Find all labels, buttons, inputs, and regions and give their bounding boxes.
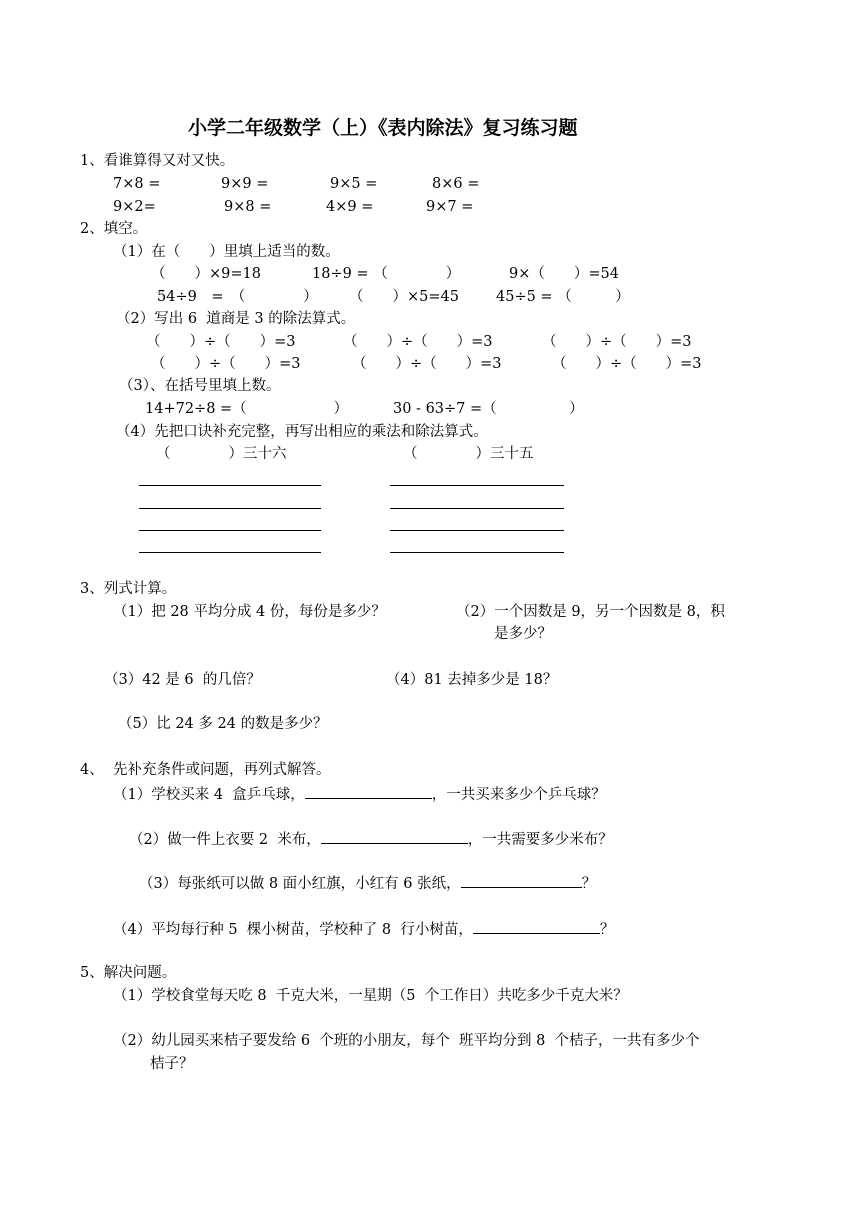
fill-part-1-label: （1）在（ ）里填上适当的数。 bbox=[113, 244, 340, 260]
question-text: ？ bbox=[581, 876, 597, 892]
division-item: （ ）÷（ ）=3 bbox=[352, 356, 502, 372]
question-text: 桔子？ bbox=[150, 1056, 194, 1072]
section-1-heading: 1、看谁算得又对又快。 bbox=[80, 153, 235, 169]
calc-item: 9×9 = bbox=[221, 176, 269, 192]
fill-part-4-label: （4）先把口诀补充完整，再写出相应的乘法和除法算式。 bbox=[116, 424, 488, 440]
division-item: （ ）÷（ ）=3 bbox=[146, 334, 296, 350]
rhyme-item: （ ）三十六 bbox=[156, 446, 287, 462]
question-text: （2）做一件上衣要 2 米布， bbox=[129, 832, 321, 848]
question-text: （4）平均每行种 5 棵小树苗，学校种了 8 行小树苗， bbox=[113, 922, 473, 938]
fill-item: 45÷5 = （ ） bbox=[496, 289, 630, 305]
fill-part-2-label: （2）写出 6 道商是 3 的除法算式。 bbox=[116, 311, 356, 327]
division-item: （ ）÷（ ）=3 bbox=[151, 356, 301, 372]
question-text: （2）一个因数是 9，另一个因数是 8，积 bbox=[456, 604, 725, 620]
answer-line bbox=[390, 552, 564, 553]
answer-line bbox=[139, 485, 321, 486]
question-row bbox=[113, 784, 606, 804]
question-text: （5）比 24 多 24 的数是多少？ bbox=[118, 716, 328, 732]
section-3-heading: 3、列式计算。 bbox=[80, 581, 177, 597]
bracket-item: 30 - 63÷7 =（ ） bbox=[393, 401, 584, 417]
question-text: （3）42 是 6 的几倍？ bbox=[104, 672, 261, 688]
fill-item: 9×（ ）=54 bbox=[509, 266, 619, 282]
answer-line bbox=[390, 485, 564, 486]
calc-item: 9×7 = bbox=[426, 199, 474, 215]
answer-blank[interactable] bbox=[305, 784, 432, 799]
fill-item: （ ）×5=45 bbox=[349, 289, 459, 305]
answer-line bbox=[390, 530, 564, 531]
rhyme-item: （ ）三十五 bbox=[403, 446, 534, 462]
question-text: ，一共买来多少个乒乓球？ bbox=[431, 787, 606, 803]
fill-part-3-label: （3）、在括号里填上数。 bbox=[119, 378, 281, 394]
fill-item: 54÷9 = （ ） bbox=[157, 289, 318, 305]
page-title: 小学二年级数学（上）《表内除法》复习练习题 bbox=[188, 117, 578, 139]
question-text: 是多少？ bbox=[494, 626, 552, 642]
calc-item: 7×8 = bbox=[113, 176, 161, 192]
answer-blank[interactable] bbox=[461, 873, 582, 888]
answer-line bbox=[139, 530, 321, 531]
section-5-heading: 5、解决问题。 bbox=[80, 965, 177, 981]
question-text: （2）幼儿园买来桔子要发给 6 个班的小朋友，每个 班平均分到 8 个桔子，一共有多少个 bbox=[113, 1033, 700, 1049]
calc-item: 9×2= bbox=[113, 199, 156, 215]
division-item: （ ）÷（ ）=3 bbox=[542, 334, 692, 350]
section-4-heading: 4、 先补充条件或问题，再列式解答。 bbox=[80, 762, 331, 778]
answer-blank[interactable] bbox=[473, 919, 600, 934]
question-text: （1）学校食堂每天吃 8 千克大米，一星期（5 个工作日）共吃多少千克大米？ bbox=[113, 988, 628, 1004]
question-text: （3）每张纸可以做 8 面小红旗，小红有 6 张纸， bbox=[139, 876, 461, 892]
calc-item: 4×9 = bbox=[326, 199, 374, 215]
question-text: （4）81 去掉多少是 18？ bbox=[386, 672, 558, 688]
question-text: ，一共需要多少米布？ bbox=[467, 832, 613, 848]
division-item: （ ）÷（ ）=3 bbox=[343, 334, 493, 350]
answer-line bbox=[390, 508, 564, 509]
bracket-item: 14+72÷8 =（ ） bbox=[145, 401, 349, 417]
question-text: （1）学校买来 4 盒乒乓球， bbox=[113, 787, 305, 803]
answer-line bbox=[139, 508, 321, 509]
answer-blank[interactable] bbox=[321, 829, 468, 844]
answer-line bbox=[139, 552, 321, 553]
fill-item: （ ）×9=18 bbox=[151, 266, 261, 282]
division-item: （ ）÷（ ）=3 bbox=[552, 356, 702, 372]
fill-item: 18÷9 = （ ） bbox=[312, 266, 461, 282]
section-2-heading: 2、填空。 bbox=[80, 221, 148, 237]
question-text: （1）把 28 平均分成 4 份，每份是多少？ bbox=[113, 604, 386, 620]
calc-item: 9×5 = bbox=[330, 176, 378, 192]
question-text: ？ bbox=[599, 922, 615, 938]
question-row bbox=[139, 873, 596, 893]
calc-item: 8×6 = bbox=[432, 176, 480, 192]
question-row bbox=[113, 919, 614, 939]
question-row bbox=[129, 829, 613, 849]
calc-item: 9×8 = bbox=[224, 199, 272, 215]
